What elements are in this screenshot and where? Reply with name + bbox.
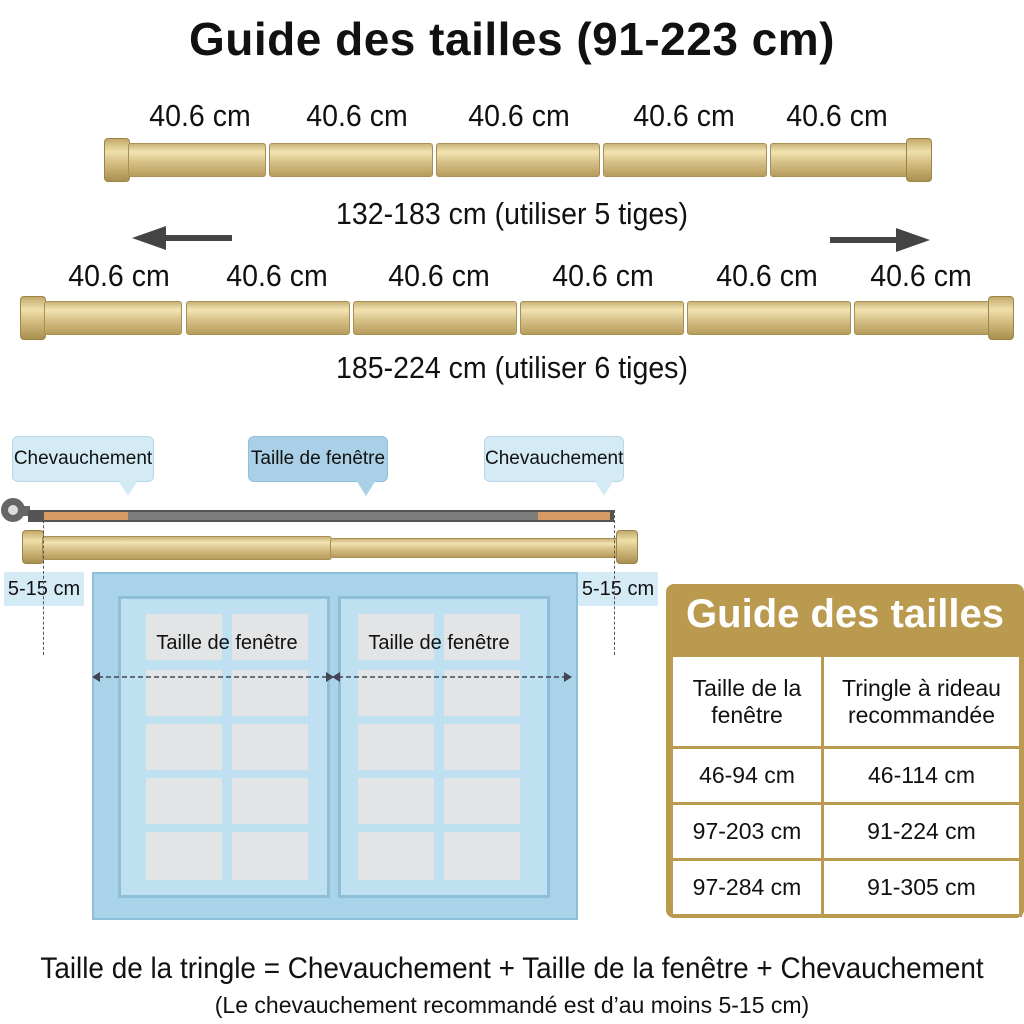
rod5-segment-label: 40.6 cm xyxy=(633,98,735,133)
rod6-segment xyxy=(520,301,684,335)
margin-tag-right: 5-15 cm xyxy=(578,572,658,606)
rod6-segment-label: 40.6 cm xyxy=(552,258,654,293)
table-cell: 46-94 cm xyxy=(672,748,823,804)
rod6-segment xyxy=(44,301,182,335)
window-pane xyxy=(146,832,222,880)
page-title: Guide des tailles (91-223 cm) xyxy=(189,13,835,65)
pane-label-right: Taille de fenêtre xyxy=(368,632,510,654)
rod6-segment xyxy=(186,301,350,335)
table-row xyxy=(672,860,1021,916)
rod6-caption: 185-224 cm (utiliser 6 tiges) xyxy=(336,350,688,385)
rod6-end-cap-left xyxy=(20,296,46,340)
table-cell: 46-114 cm xyxy=(823,748,1021,804)
window-pane xyxy=(358,832,434,880)
rod6-segment xyxy=(353,301,517,335)
table-header-window: Taille de la fenêtre xyxy=(672,656,823,748)
window-size-bubble-tail xyxy=(356,480,376,496)
window-pane xyxy=(232,724,308,770)
rod6-segment-label: 40.6 cm xyxy=(716,258,818,293)
window-pane xyxy=(358,778,434,824)
tape-window-section xyxy=(128,512,538,520)
window-pane xyxy=(146,724,222,770)
curtain-rod-left xyxy=(42,536,332,560)
rod-end-cap-right xyxy=(616,530,638,564)
rod5-segment xyxy=(269,143,433,177)
overlap-bubble-left-tail xyxy=(118,480,138,496)
rod5-segment xyxy=(436,143,600,177)
margin-guide-left xyxy=(43,510,44,655)
window-pane xyxy=(444,724,520,770)
rod5-end-cap-right xyxy=(906,138,932,182)
window-pane xyxy=(358,724,434,770)
rod5-end-cap-left xyxy=(104,138,130,182)
window-pane xyxy=(444,778,520,824)
curtain-rod-right xyxy=(330,538,620,558)
rod5-segment xyxy=(603,143,767,177)
table-row xyxy=(672,804,1021,860)
dimension-arrow-right xyxy=(332,670,572,684)
size-guide-title: Guide des tailles xyxy=(686,592,1004,636)
overlap-bubble-right-tail xyxy=(594,480,614,496)
table-cell: 91-305 cm xyxy=(823,860,1021,916)
table-cell: 91-224 cm xyxy=(823,804,1021,860)
overlap-bubble-left: Chevauchement xyxy=(12,436,154,482)
window-size-bubble: Taille de fenêtre xyxy=(248,436,388,482)
tape-overlap-right xyxy=(538,512,610,520)
rod6-segment-label: 40.6 cm xyxy=(226,258,328,293)
rod6-segment-label: 40.6 cm xyxy=(388,258,490,293)
rod-end-cap-left xyxy=(22,530,44,564)
rod5-segment-label: 40.6 cm xyxy=(149,98,251,133)
rod6-end-cap-right xyxy=(988,296,1014,340)
rod6-segment-label: 40.6 cm xyxy=(870,258,972,293)
window-pane xyxy=(444,832,520,880)
size-guide-table xyxy=(670,654,1022,917)
overlap-note: (Le chevauchement recommandé est d’au moins 5-15 cm) xyxy=(214,992,810,1018)
window-pane xyxy=(232,832,308,880)
table-row xyxy=(672,748,1021,804)
table-header-rod: Tringle à rideau recommandée xyxy=(823,656,1021,748)
dimension-arrow-left xyxy=(92,670,334,684)
window-pane xyxy=(232,778,308,824)
table-cell: 97-284 cm xyxy=(672,860,823,916)
pane-label-left: Taille de fenêtre xyxy=(156,632,298,654)
table-cell: 97-203 cm xyxy=(672,804,823,860)
rod6-segment-label: 40.6 cm xyxy=(68,258,170,293)
rod5-segment-label: 40.6 cm xyxy=(306,98,408,133)
rod6-segment xyxy=(687,301,851,335)
tape-measure-icon xyxy=(0,496,30,526)
formula-text: Taille de la tringle = Chevauchement + Taille de la fenêtre + Chevauchement xyxy=(40,952,984,985)
rod5-segment xyxy=(128,143,266,177)
margin-guide-right xyxy=(614,510,615,655)
window-pane xyxy=(146,778,222,824)
rod5-segment-label: 40.6 cm xyxy=(468,98,570,133)
rod5-segment-label: 40.6 cm xyxy=(786,98,888,133)
arrow-left-icon xyxy=(132,226,232,250)
tape-overlap-left xyxy=(44,512,128,520)
rod5-segment xyxy=(770,143,908,177)
rod5-caption: 132-183 cm (utiliser 5 tiges) xyxy=(336,196,688,231)
margin-tag-left: 5-15 cm xyxy=(4,572,84,606)
arrow-right-icon xyxy=(830,228,930,252)
rod6-segment xyxy=(854,301,990,335)
overlap-bubble-right: Chevauchement xyxy=(484,436,624,482)
